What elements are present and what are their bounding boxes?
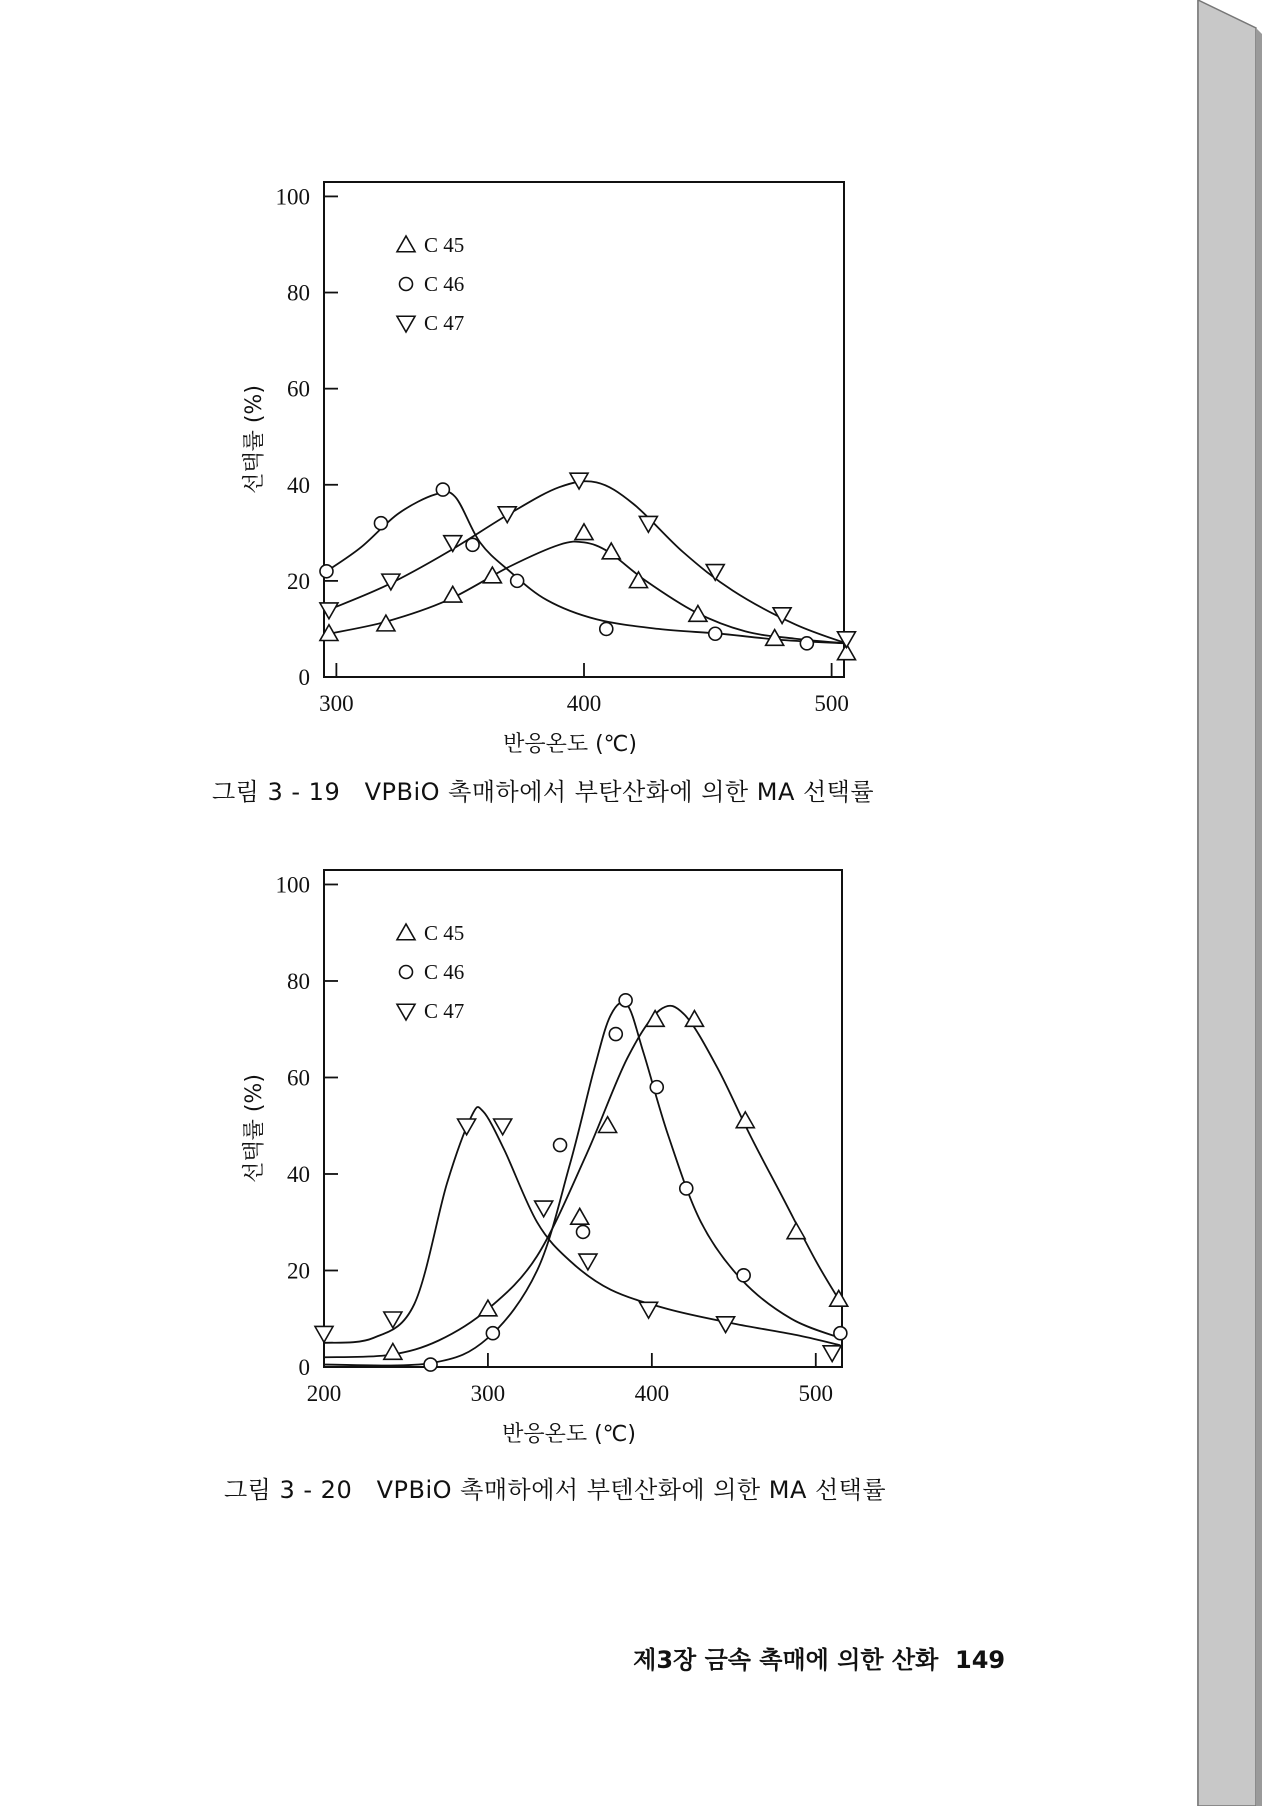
marker-triangle-down <box>320 603 338 619</box>
marker-circle <box>554 1139 567 1152</box>
y-tick-label: 0 <box>298 665 310 690</box>
marker-triangle-down <box>315 1326 333 1342</box>
x-tick-label: 300 <box>470 1381 506 1406</box>
marker-triangle-up <box>689 606 707 622</box>
marker-circle <box>619 994 632 1007</box>
marker-circle <box>680 1182 693 1195</box>
marker-triangle-down <box>397 1004 415 1020</box>
marker-circle <box>834 1327 847 1340</box>
x-tick-label: 500 <box>814 691 849 716</box>
plot-frame <box>324 182 844 677</box>
y-tick-label: 20 <box>287 1258 310 1284</box>
marker-circle <box>320 565 333 578</box>
page-number: 149 <box>955 1646 1006 1674</box>
marker-triangle-down <box>640 1302 658 1318</box>
legend-label: C 46 <box>424 960 465 984</box>
marker-circle <box>436 483 449 496</box>
marker-triangle-up <box>571 1208 589 1224</box>
y-tick-label: 40 <box>287 472 310 498</box>
y-tick-label: 0 <box>298 1355 310 1380</box>
marker-triangle-down <box>535 1201 553 1217</box>
marker-circle <box>600 622 613 635</box>
series-curve <box>324 1002 840 1365</box>
marker-triangle-up <box>830 1290 848 1306</box>
marker-triangle-up <box>736 1112 754 1128</box>
series-curve <box>324 1006 839 1358</box>
legend-label: C 45 <box>424 233 465 257</box>
y-tick-label: 40 <box>287 1161 310 1187</box>
marker-circle <box>374 517 387 530</box>
legend-label: C 47 <box>424 311 465 335</box>
series-curve <box>327 492 847 644</box>
marker-circle <box>400 966 413 979</box>
figure-3-20-caption: 그림 3 - 20 VPBiO 촉매하에서 부텐산화에 의한 MA 선택률 <box>224 1476 887 1504</box>
marker-triangle-up <box>575 524 593 540</box>
footer-chapter-title: 제3장 금속 촉매에 의한 산화 <box>633 1646 939 1674</box>
legend-label: C 46 <box>424 272 465 296</box>
chart-svg <box>200 845 880 1445</box>
marker-triangle-down <box>837 632 855 648</box>
y-axis-title: 선택률 (%) <box>242 385 267 494</box>
x-tick-label: 400 <box>566 691 602 716</box>
marker-triangle-up <box>479 1300 497 1316</box>
marker-triangle-down <box>498 507 516 523</box>
marker-triangle-down <box>444 536 462 552</box>
marker-triangle-up <box>602 543 620 559</box>
marker-triangle-down <box>397 316 415 332</box>
marker-triangle-down <box>579 1254 597 1270</box>
y-tick-label: 100 <box>275 184 310 210</box>
series-curve <box>329 542 847 644</box>
x-axis-title: 반응온도 (℃) <box>502 1422 636 1447</box>
marker-circle <box>609 1028 622 1041</box>
marker-circle <box>800 637 813 650</box>
y-axis-title: 선택률 (%) <box>242 1074 267 1183</box>
marker-circle <box>466 538 479 551</box>
marker-triangle-down <box>382 574 400 590</box>
marker-circle <box>709 627 722 640</box>
marker-circle <box>400 278 413 291</box>
series-curve <box>329 481 847 643</box>
plot-frame <box>324 870 842 1367</box>
legend-label: C 47 <box>424 999 465 1023</box>
y-tick-label: 100 <box>275 872 310 898</box>
marker-triangle-up <box>483 567 501 583</box>
y-tick-label: 60 <box>287 1065 310 1091</box>
x-tick-label: 500 <box>798 1381 834 1406</box>
marker-triangle-up <box>384 1344 402 1360</box>
chart-svg <box>200 160 880 760</box>
marker-triangle-down <box>458 1119 476 1135</box>
page-footer <box>583 1612 1005 1703</box>
x-axis-title: 반응온도 (℃) <box>503 732 637 757</box>
marker-triangle-up <box>397 924 415 940</box>
marker-circle <box>577 1225 590 1238</box>
x-tick-label: 200 <box>306 1381 342 1406</box>
marker-triangle-down <box>717 1317 735 1333</box>
marker-circle <box>511 574 524 587</box>
marker-circle <box>650 1081 663 1094</box>
y-tick-label: 20 <box>287 568 310 594</box>
figure-3-19-chart <box>200 160 880 764</box>
marker-triangle-down <box>823 1346 841 1362</box>
x-tick-label: 400 <box>634 1381 670 1406</box>
marker-circle <box>486 1327 499 1340</box>
marker-circle <box>424 1358 437 1371</box>
marker-triangle-up <box>646 1011 664 1027</box>
marker-circle <box>737 1269 750 1282</box>
figure-3-19-caption: 그림 3 - 19 VPBiO 촉매하에서 부탄산화에 의한 MA 선택률 <box>212 778 875 806</box>
y-tick-label: 60 <box>287 376 310 402</box>
marker-triangle-up <box>787 1223 805 1239</box>
figure-3-20-chart <box>200 845 880 1449</box>
y-tick-label: 80 <box>287 280 310 306</box>
x-tick-label: 300 <box>319 691 354 716</box>
marker-triangle-up <box>397 236 415 252</box>
legend-label: C 45 <box>424 921 465 945</box>
y-tick-label: 80 <box>287 968 310 994</box>
